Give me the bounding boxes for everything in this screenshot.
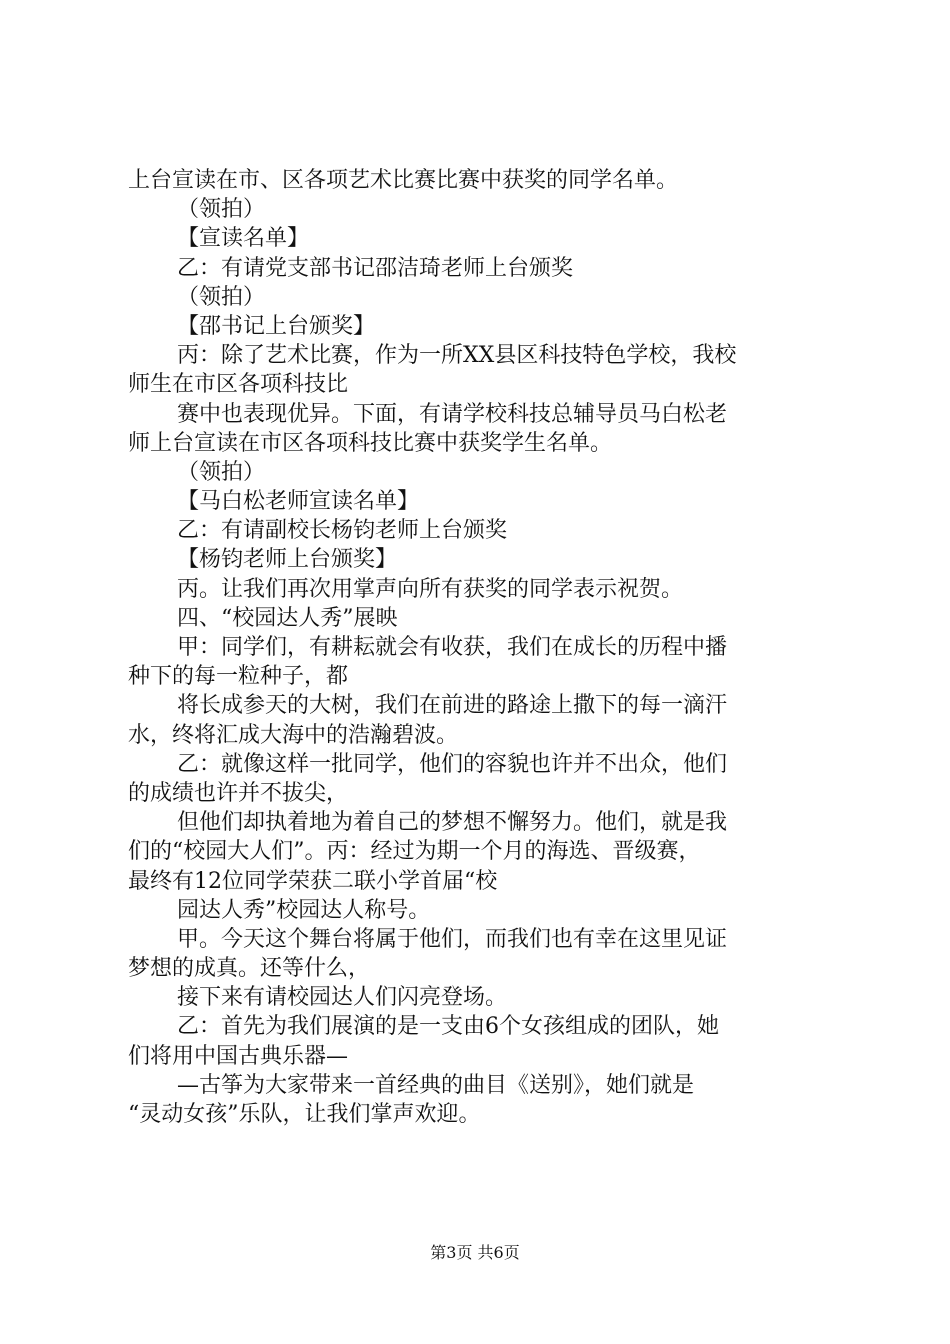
- text-line: —古筝为大家带来一首经典的曲目《送别》，她们就是: [177, 1072, 695, 1098]
- text-line: 水，终将汇成大海中的浩瀚碧波。: [128, 722, 459, 748]
- text-line: 丙：除了艺术比赛，作为一所XX县区科技特色学校，我校: [177, 343, 737, 369]
- text-line: 乙：有请党支部书记邵洁琦老师上台颁奖: [177, 255, 574, 281]
- text-line: 的成绩也许并不拔尖，: [128, 780, 349, 806]
- text-line: 【宣读名单】: [177, 226, 310, 252]
- text-line: 们的“校园大人们”。丙：经过为期一个月的海选、晋级赛，: [128, 839, 701, 865]
- text-line: 梦想的成真。还等什么，: [128, 956, 371, 982]
- text-line: （领拍）: [177, 459, 266, 485]
- text-line: 【杨钧老师上台颁奖】: [177, 547, 398, 573]
- document-body: [128, 166, 833, 1129]
- text-line: 甲：同学们，有耕耘就会有收获，我们在成长的历程中播: [177, 635, 728, 660]
- text-line: 师生在市区各项科技比: [128, 372, 349, 398]
- text-line: （领拍）: [177, 197, 266, 223]
- text-line: 园达人秀”校园达人称号。: [177, 897, 431, 923]
- text-line: 种下的每一粒种子，都: [128, 664, 349, 690]
- text-line: 乙：就像这样一批同学，他们的容貌也许并不出众，他们: [177, 751, 728, 777]
- text-line: 们将用中国古典乐器—: [128, 1043, 349, 1069]
- text-line: 四、“校园达人秀”展映: [177, 605, 398, 631]
- text-line: 【马白松老师宣读名单】: [177, 489, 420, 515]
- text-line: 乙：有请副校长杨钧老师上台颁奖: [177, 518, 508, 544]
- text-line: 但他们却执着地为着自己的梦想不懈努力。他们，就是我: [177, 810, 728, 836]
- text-line: 丙。让我们再次用掌声向所有获奖的同学表示祝贺。: [177, 576, 684, 602]
- text-line: 将长成参天的大树，我们在前进的路途上撒下的每一滴汗: [177, 693, 728, 719]
- text-line: 乙：首先为我们展演的是一支由6个女孩组成的团队，她: [177, 1014, 719, 1040]
- page-footer: 第3页 共6页: [430, 1243, 520, 1262]
- text-line: “灵动女孩”乐队，让我们掌声欢迎。: [128, 1102, 481, 1127]
- text-line: 甲。今天这个舞台将属于他们，而我们也有幸在这里见证: [177, 926, 728, 952]
- text-line: 【邵书记上台颁奖】: [177, 313, 376, 339]
- text-line: 接下来有请校园达人们闪亮登场。: [177, 985, 508, 1011]
- text-line: 赛中也表现优异。下面，有请学校科技总辅导员马白松老: [177, 401, 728, 427]
- text-line: 最终有12位同学荣获二联小学首届“校: [128, 868, 498, 894]
- text-line: 师上台宣读在市区各项科技比赛中获奖学生名单。: [128, 430, 613, 456]
- text-line: （领拍）: [177, 284, 266, 310]
- text-line: 上台宣读在市、区各项艺术比赛比赛中获奖的同学名单。: [128, 168, 679, 193]
